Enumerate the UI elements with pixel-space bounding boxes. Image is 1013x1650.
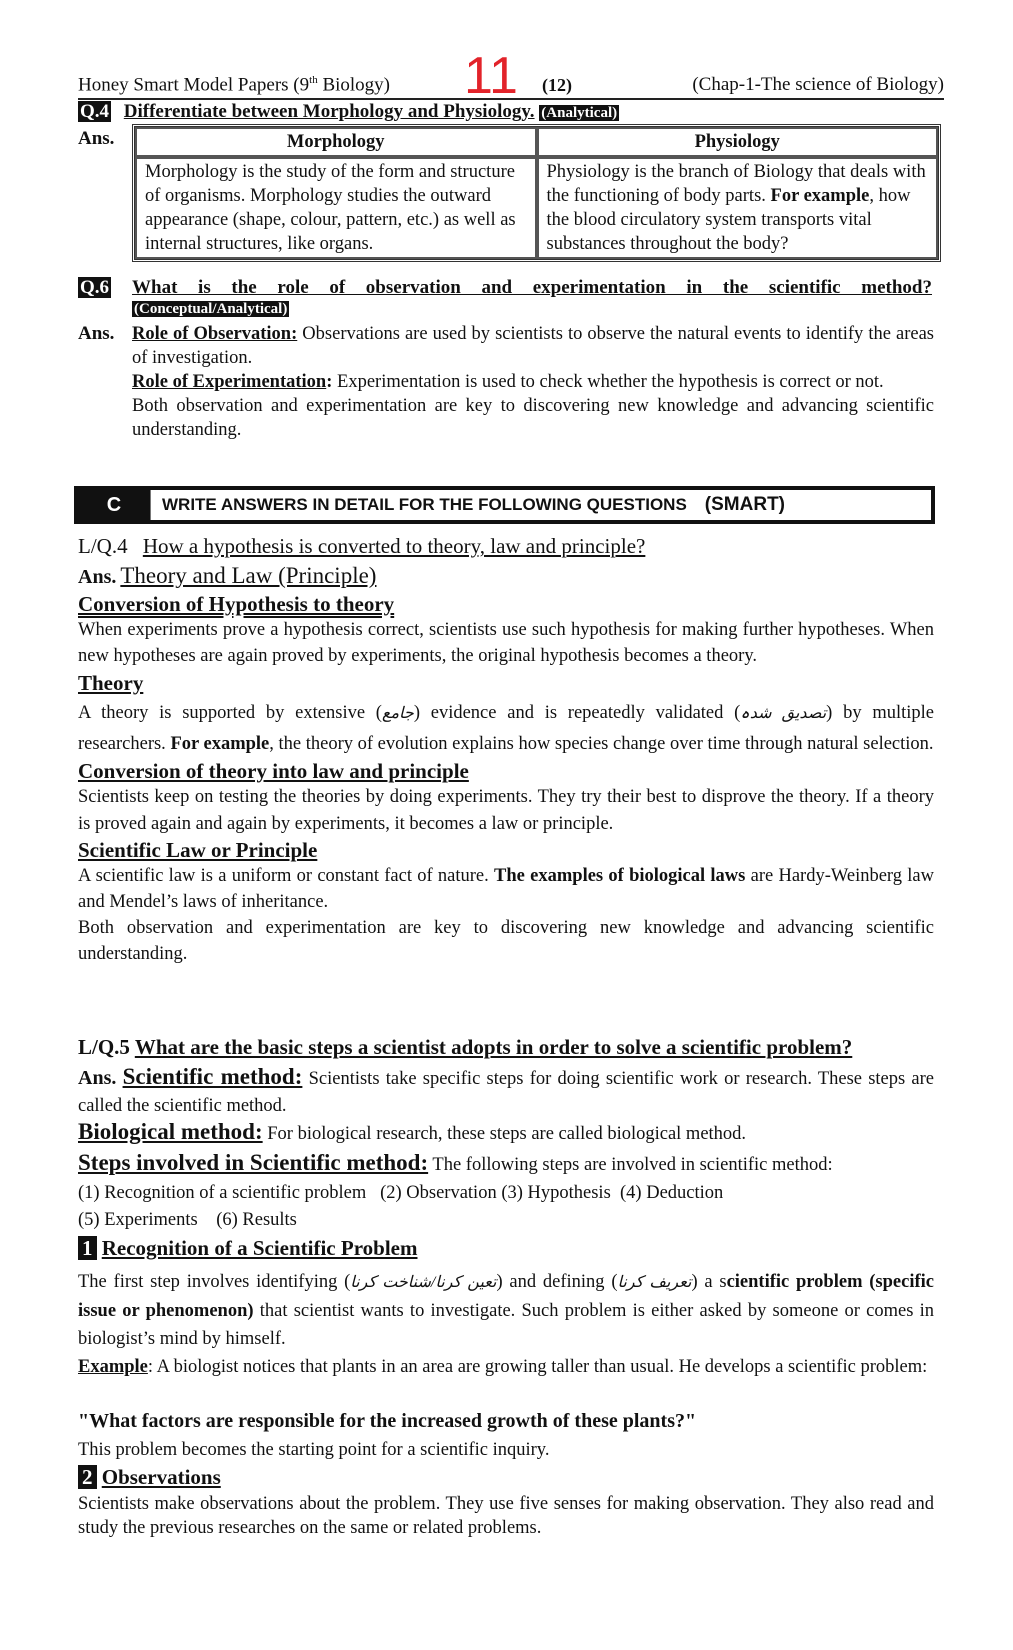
heading-theory: Theory [78, 671, 144, 695]
q4-question-row [78, 101, 619, 123]
lq4-ans-label: Ans. [78, 566, 117, 588]
header-chapter: (Chap-1-The science of Biology) [692, 74, 944, 95]
lq5-scientific-method-para: Ans. Scientific method: Scientists take specific steps for doing scientific work or research. These steps are called the scientific method. [78, 1064, 935, 1116]
lq4-label: L/Q.4 [78, 534, 128, 558]
para-scientific-law: A scientific law is a uniform or constant fact of nature. The examples of biological laws are Hardy-Weinberg law and Mendel’s laws of inheritance. [78, 866, 934, 912]
table-cell-morphology: Morphology is the study of the form and structure of organisms. Morphology studies the outward appearance (shape, colour, pattern, etc.) as well as internal structures, like organs. [135, 157, 537, 259]
lq5-steps-list-line2: (5) Experiments (6) Results [78, 1210, 297, 1230]
step1-number: 1 [78, 1236, 97, 1260]
heading-scientific-law: Scientific Law or Principle [78, 838, 318, 862]
step1-title: Recognition of a Scientific Problem [101, 1236, 418, 1260]
step1-example-para: Example: A biologist notices that plants in an area are growing taller than usual. He develops a scientific problem: [78, 1357, 928, 1377]
para-conversion-theory: Scientists keep on testing the theories by doing experiments. They try their best to disprove the theory. If a theory is proved again and again by experiments, it becomes a law or principle. [78, 787, 934, 834]
q4-label: Q.4 [80, 101, 110, 122]
step2-para: Scientists make observations about the problem. They use five senses for making observation. They also read and study the previous researches on the same or related problems. [78, 1494, 934, 1538]
urdu-define: تعریف کرنا [617, 1274, 692, 1291]
step1-para: The first step involves identifying (تعین کرنا/شناخت کرنا) and defining (تعریف کرنا) a scientific problem (specific issue or phenomenon) that scientist wants to investigate. Such problem is either asked by someone or comes in biologist’s mind by himself. [78, 1272, 934, 1349]
lq4-question-row [78, 534, 645, 559]
q4-comparison-table [132, 124, 941, 262]
lq5-steps-list-line1: (1) Recognition of a scientific problem (2) Observation (3) Hypothesis (4) Deduction [78, 1183, 724, 1203]
page-header [78, 47, 944, 105]
q4-ans-label: Ans. [78, 128, 115, 149]
section-c-banner [74, 486, 935, 524]
q6-ans-label: Ans. [78, 323, 115, 344]
heading-conversion-hypothesis: Conversion of Hypothesis to theory [78, 592, 395, 616]
step1-quote: "What factors are responsible for the increased growth of these plants?" [78, 1410, 697, 1432]
q6-tag-row [132, 300, 289, 318]
step2-title: Observations [101, 1465, 221, 1489]
table-header-physiology: Physiology [537, 127, 939, 157]
section-letter: C [78, 490, 151, 520]
step2-heading [78, 1465, 221, 1490]
q6-observation-para: Role of Observation: Observations are used by scientists to observe the natural events to identify the areas of investigation. [132, 324, 934, 368]
q6-experimentation-para: Role of Experimentation: Experimentation is used to check whether the hypothesis is correct or not. [132, 372, 884, 392]
lq5-question: What are the basic steps a scientist adopts in order to solve a scientific problem? [134, 1035, 853, 1059]
q6-tag: (Conceptual/Analytical) [134, 301, 288, 317]
q4-tag: (Analytical) [541, 105, 618, 121]
q4-question: Differentiate between Morphology and Physiology. [123, 101, 535, 122]
q6-conclusion-para: Both observation and experimentation are key to discovering new knowledge and advancing scientific understanding. [132, 396, 934, 440]
step1-heading [78, 1236, 417, 1261]
lq5-label: L/Q.5 [78, 1035, 130, 1059]
lq4-answer-title: Theory and Law (Principle) [120, 563, 377, 588]
lq4-question: How a hypothesis is converted to theory, law and principle? [142, 534, 646, 558]
lq5-question-row [78, 1035, 934, 1060]
heading-conversion-theory: Conversion of theory into law and principle [78, 759, 469, 783]
table-cell-physiology: Physiology is the branch of Biology that deals with the functioning of body parts. For example, how the blood circulatory system transports vital substances throughout the body? [537, 157, 939, 259]
page-number: 11 [464, 47, 518, 105]
header-book-title: Honey Smart Model Papers (9th Biology) [78, 73, 391, 95]
q6-label: Q.6 [80, 277, 110, 298]
table-header-morphology: Morphology [135, 127, 537, 157]
para-conversion-hypothesis: When experiments prove a hypothesis correct, scientists use such hypothesis for making further hypotheses. When new hypotheses are again proved by experiments, the original hypothesis becomes a theory. [78, 620, 934, 666]
q6-question: What is the role of observation and experimentation in the scientific method? [132, 277, 932, 298]
original-page-number: (12) [542, 75, 572, 95]
urdu-extensive: جامع [381, 705, 414, 722]
lq4-body [78, 592, 934, 967]
step1-closing: This problem becomes the starting point for a scientific inquiry. [78, 1440, 550, 1460]
lq5-steps-para: Steps involved in Scientific method: The following steps are involved in scientific method: [78, 1150, 833, 1175]
urdu-validated: تصدیق شدہ [740, 705, 827, 722]
step2-number: 2 [78, 1465, 97, 1489]
section-title: WRITE ANSWERS IN DETAIL FOR THE FOLLOWING QUESTIONS (SMART) [162, 494, 785, 515]
q6-answer [132, 322, 934, 442]
urdu-identify: تعین کرنا/شناخت کرنا [350, 1274, 497, 1291]
lq5-biological-method-para: Biological method: For biological research, these steps are called biological method. [78, 1119, 747, 1144]
para-lq4-conclusion: Both observation and experimentation are key to discovering new knowledge and advancing scientific understanding. [78, 918, 934, 964]
lq4-answer-title-row [78, 563, 376, 589]
para-theory: A theory is supported by extensive (جامع) evidence and is repeatedly validated (تصدیق شدہ) by multiple researchers. For example, the theory of evolution explains how species change over time through natural selection. [78, 703, 934, 754]
